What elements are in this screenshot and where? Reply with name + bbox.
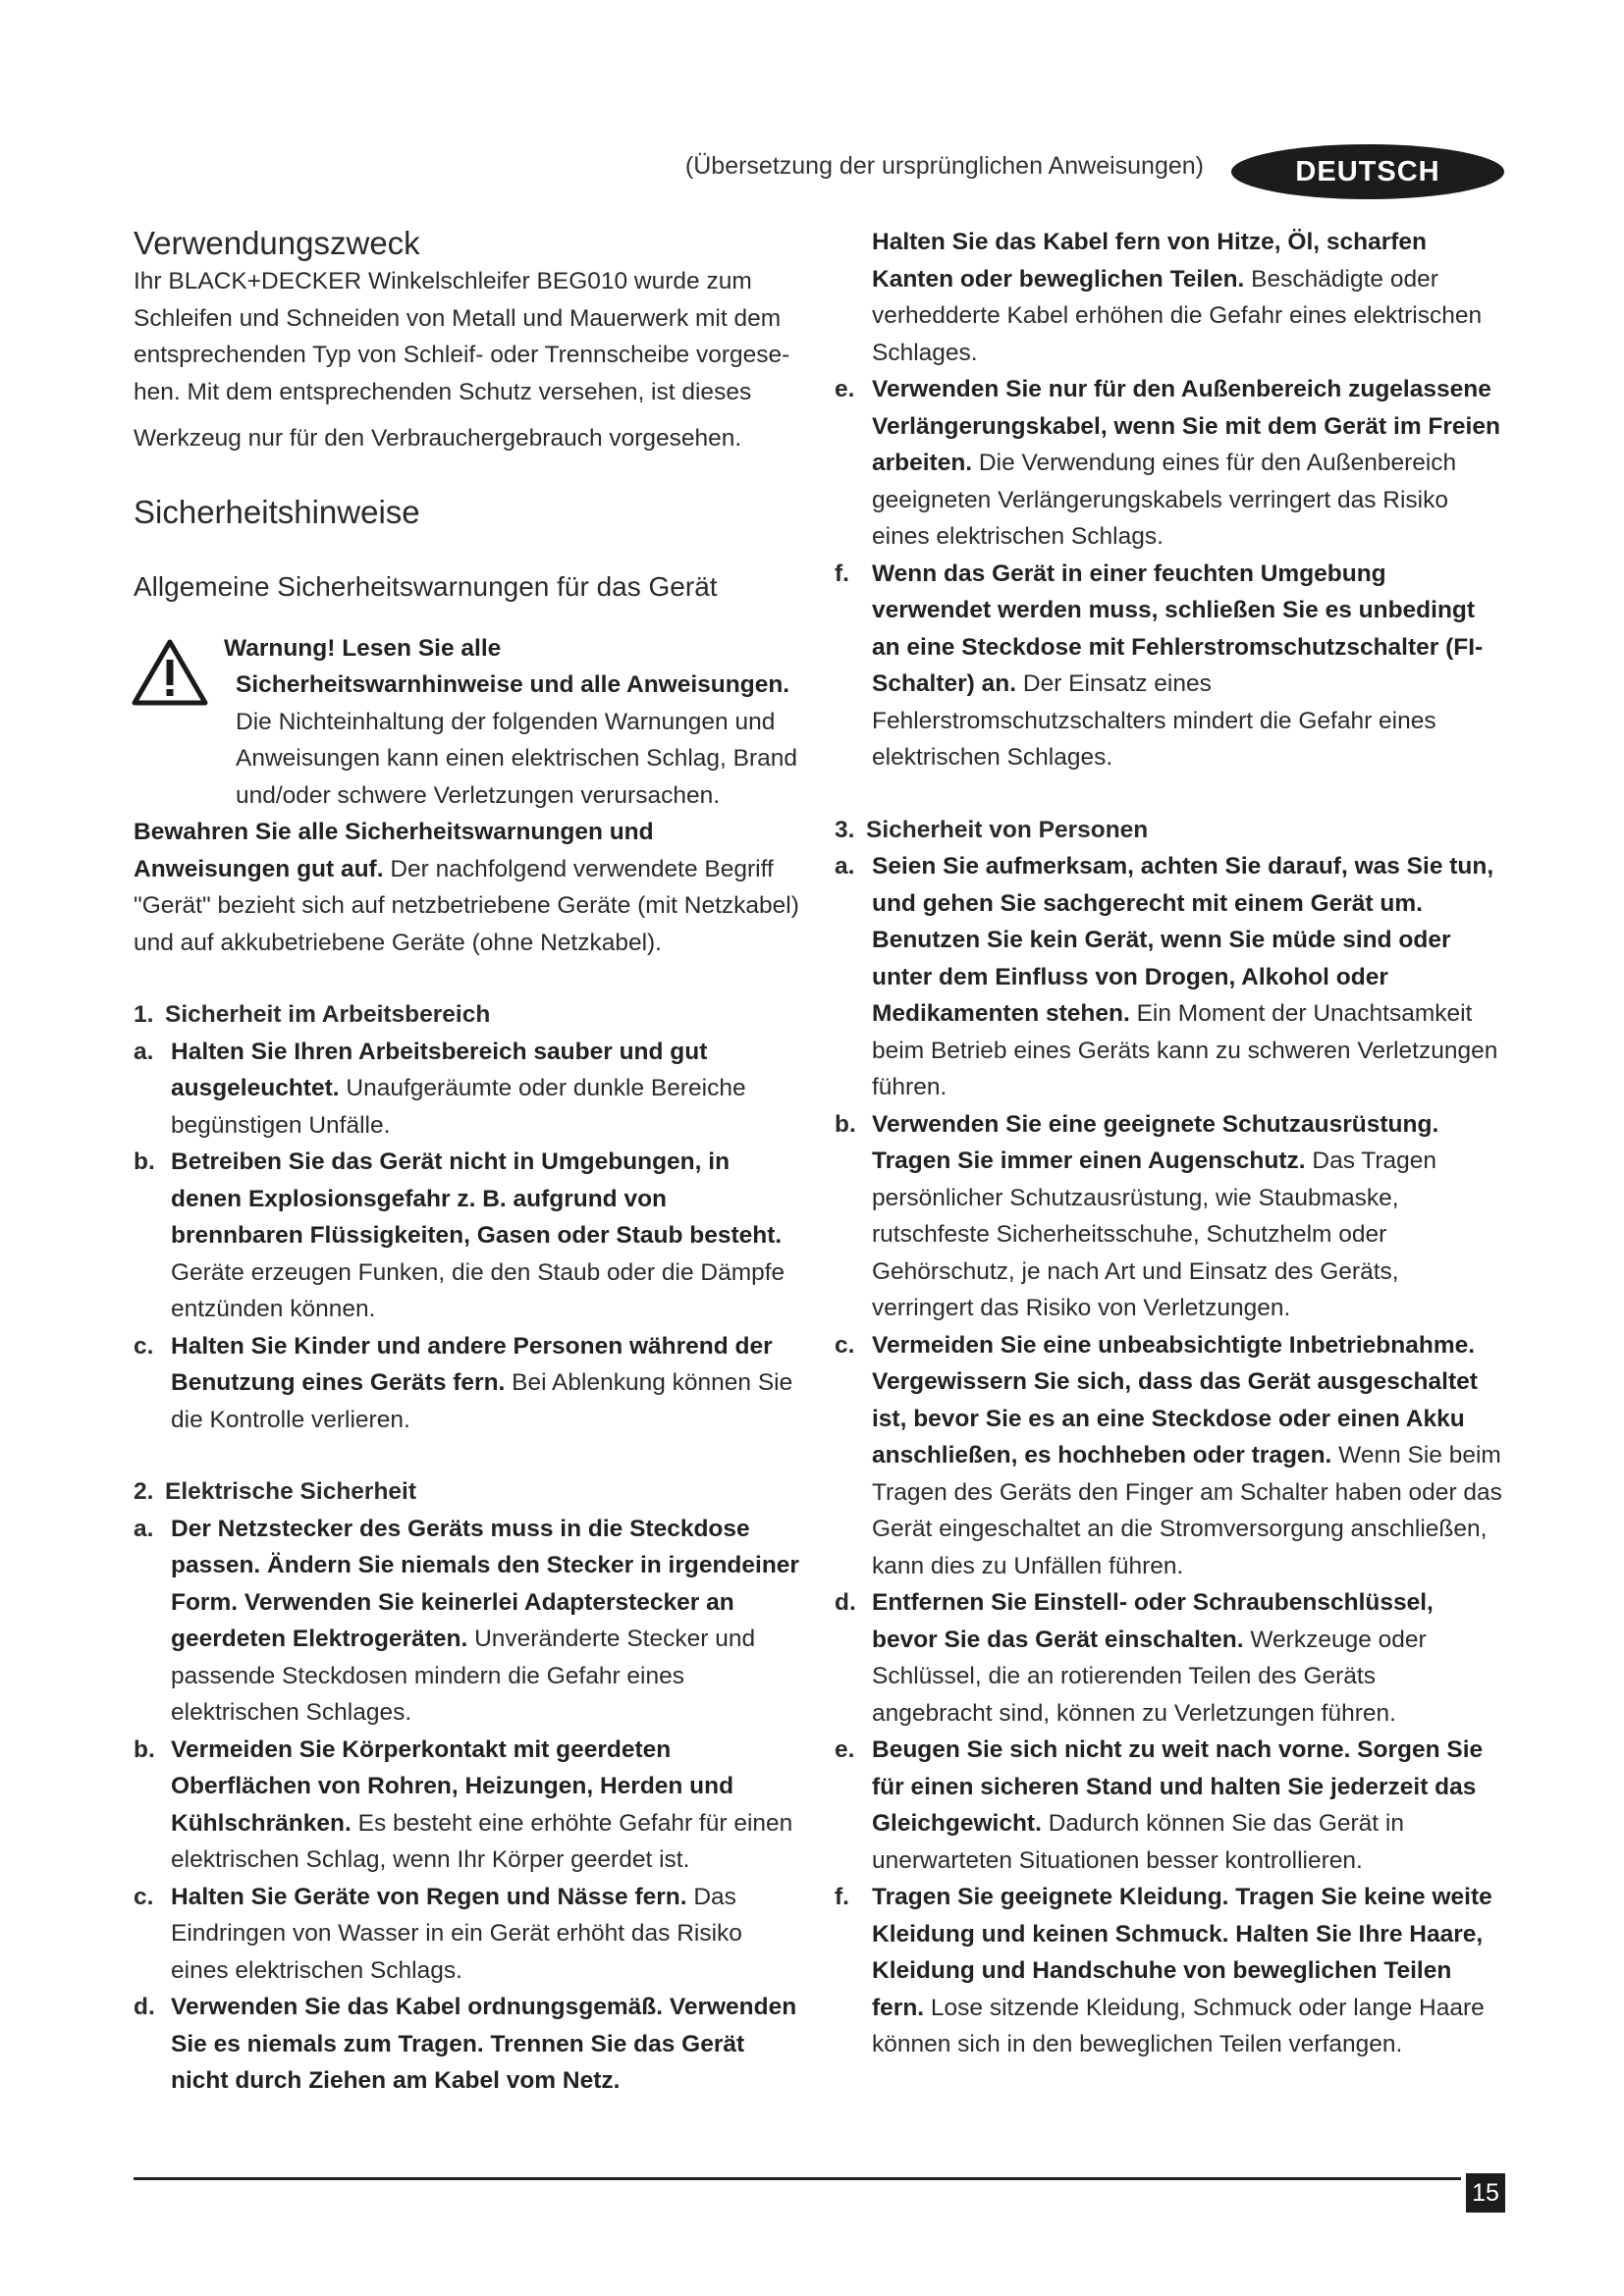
list-item-text: Unveränderte Stecker und passende Steckdosen mindern die Gefahr eines elektrischen Schlages. — [171, 1626, 756, 1726]
list-item-bold: Halten Sie Ihren Arbeitsbereich sauber und gut ausgeleuchtet. — [171, 1038, 708, 1101]
list-item-bold: Halten Sie Geräte von Regen und Nässe fern. — [171, 1883, 687, 1910]
warning-block — [134, 630, 803, 815]
list-item — [835, 1106, 1502, 1327]
purpose-heading: Verwendungszweck — [134, 225, 420, 261]
list-item-continued: Halten Sie das Kabel fern von Hitze, Öl, scharfen Kanten oder beweglichen Teilen. Beschädigte oder verhedderte Kabel erhöhen die Gefahr eines elektrischen Schlages. — [872, 229, 1483, 366]
keep-instructions-paragraph — [134, 814, 803, 961]
section-2-list-continued — [835, 371, 1502, 776]
list-item — [835, 371, 1502, 556]
list-item — [134, 1328, 803, 1439]
list-item-bold: Verwenden Sie nur für den Außenbereich zugelassene Verlängerungskabel, wenn Sie mit dem Gerät im Freien arbeiten. — [872, 376, 1500, 476]
list-item-bold: Betreiben Sie das Gerät nicht in Umgebungen, in denen Explosionsgefahr z. B. aufgrund von brennbaren Flüssigkeiten, Gasen oder Staub besteht. — [171, 1148, 783, 1249]
header-subtitle: (Übersetzung der ursprünglichen Anweisungen) — [684, 152, 1204, 180]
list-item-text: Lose sitzende Kleidung, Schmuck oder lange Haare können sich in den beweglichen Teilen verfangen. — [872, 1994, 1485, 2057]
list-item-text: Es besteht eine erhöhte Gefahr für einen elektrischen Schlag, wenn Ihr Körper geerdet ist. — [171, 1809, 793, 1873]
list-marker: e. — [835, 376, 855, 402]
list-item — [835, 1584, 1502, 1732]
list-item-text: Das Tragen persönlicher Schutzausrüstung, wie Staubmaske, rutschfeste Sicherheitsschuhe, Schutzhelm oder Gehörschutz, je nach Art und Einsatz des Geräts, verringert das Risiko von Verletzungen. — [872, 1148, 1437, 1321]
list-marker: c. — [134, 1883, 154, 1910]
footer-divider — [134, 2177, 1461, 2180]
list-item-bold: Der Netzstecker des Geräts muss in die Steckdose passen. Ändern Sie niemals den Stecker in irgendeiner Form. Verwenden Sie keinerlei Adapterstecker an geerdeten Elektrogeräten. — [171, 1515, 799, 1652]
keep-instructions-text: Der nachfolgend verwendete Begriff "Gerät" bezieht sich auf netzbetriebene Geräte (mit Netzkabel) und auf akkubetriebene Geräte (ohne Netzkabel). — [134, 855, 799, 956]
list-marker: d. — [134, 1994, 155, 2020]
list-item — [134, 1879, 803, 1990]
list-item-bold: Tragen Sie geeignete Kleidung. Tragen Sie keine weite Kleidung und keinen Schmuck. Halten Sie Ihre Haare, Kleidung und Handschuhe von beweglichen Teilen fern. — [872, 1884, 1492, 2021]
language-badge: DEUTSCH — [1231, 144, 1504, 199]
list-item-text: Dadurch können Sie das Gerät in unerwarteten Situationen besser kontrollieren. — [872, 1810, 1404, 1874]
list-item-text: Unaufgeräumte oder dunkle Bereiche begünstigen Unfälle. — [171, 1075, 746, 1139]
purpose-paragraph-2: Werkzeug nur für den Verbrauchergebrauch vorgesehen. — [134, 425, 742, 452]
list-item — [835, 1327, 1502, 1585]
list-marker: b. — [835, 1110, 856, 1138]
list-item — [134, 1034, 803, 1145]
list-item-bold: Wenn das Gerät in einer feuchten Umgebung verwendet werden muss, schließen Sie es unbedingt an eine Steckdose mit Fehlerstromschutzschalter (FI-Schalter) an. — [872, 560, 1484, 697]
list-item-text: Werkzeuge oder Schlüssel, die an rotierenden Teilen des Geräts angebracht sind, können zu Verletzungen führen. — [872, 1626, 1427, 1727]
warning-text: Die Nichteinhaltung der folgenden Warnungen und Anweisungen kann einen elektrischen Schlag, Brand und/oder schwere Verletzungen verursachen. — [236, 708, 798, 809]
list-marker: c. — [835, 1331, 855, 1359]
list-item-text: Ein Moment der Unachtsamkeit beim Betrieb eines Geräts kann zu schweren Verletzungen führen. — [872, 1000, 1498, 1100]
section-1-list — [134, 1034, 803, 1439]
section-3-list — [835, 848, 1502, 2063]
page-number: 15 — [1466, 2173, 1505, 2213]
list-item-text: Geräte erzeugen Funken, die den Staub oder die Dämpfe entzünden können. — [171, 1258, 785, 1322]
list-marker: a. — [134, 1515, 154, 1542]
section-2-heading: 2. Elektrische Sicherheit — [134, 1478, 417, 1505]
list-item-bold: Halten Sie Kinder und andere Personen während der Benutzung eines Geräts fern. — [171, 1332, 773, 1396]
list-item-bold: Seien Sie aufmerksam, achten Sie darauf, was Sie tun, und gehen Sie sachgerecht mit einem Gerät um. Benutzen Sie kein Gerät, wenn Sie müde sind oder unter dem Einfluss von Drogen, Alkohol oder Medikamenten stehen. — [872, 853, 1494, 1027]
safety-heading: Sicherheitshinweise — [134, 493, 420, 530]
list-item-text: Das Eindringen von Wasser in ein Gerät erhöht das Risiko eines elektrischen Schlags. — [171, 1883, 742, 1984]
list-item-bold: Beugen Sie sich nicht zu weit nach vorne. Sorgen Sie für einen sicheren Stand und halten Sie jederzeit das Gleichgewicht. — [872, 1736, 1484, 1837]
warning-bold-line-1: Warnung! Lesen Sie alle — [224, 634, 502, 662]
list-item-text: Die Verwendung eines für den Außenbereich geeigneten Verlängerungskabels verringert das Risiko eines elektrischen Schlags. — [872, 450, 1457, 550]
list-marker: b. — [134, 1735, 155, 1763]
right-column — [835, 224, 1502, 2063]
list-item-text: Der Einsatz eines Fehlerstromschutzschalters mindert die Gefahr eines elektrischen Schlages. — [872, 670, 1436, 771]
list-item-text: Wenn Sie beim Tragen des Geräts den Finger am Schalter haben oder das Gerät eingeschaltet an die Stromversorgung anschließen, kann dies zu Unfällen führen. — [872, 1442, 1502, 1579]
list-item — [134, 1989, 803, 2100]
warning-bold-line-2: Sicherheitswarnhinweise und alle Anweisungen. — [236, 671, 790, 698]
list-item — [134, 1732, 803, 1879]
list-item — [835, 556, 1502, 776]
list-item-bold: Vermeiden Sie eine unbeabsichtigte Inbetriebnahme. Vergewissern Sie sich, dass das Gerät ausgeschaltet ist, bevor Sie es an eine Steckdose oder einen Akku anschließen, es hochheben oder tragen. — [872, 1331, 1478, 1468]
list-marker: b. — [134, 1148, 155, 1175]
general-safety-heading: Allgemeine Sicherheitswarnungen für das Gerät — [134, 570, 718, 602]
section-3-heading: 3. Sicherheit von Personen — [835, 816, 1149, 843]
list-marker: d. — [835, 1589, 856, 1616]
list-item-bold: Verwenden Sie das Kabel ordnungsgemäß. Verwenden Sie es niemals zum Tragen. Trennen Sie das Gerät nicht durch Ziehen am Kabel vom Netz. — [171, 1994, 797, 2094]
list-item-bold: Entfernen Sie Einstell- oder Schraubenschlüssel, bevor Sie das Gerät einschalten. — [872, 1589, 1434, 1653]
list-marker: a. — [134, 1038, 154, 1065]
list-item — [134, 1511, 803, 1732]
list-marker: f. — [835, 560, 849, 587]
list-item — [835, 848, 1502, 1106]
list-item — [835, 1879, 1502, 2063]
list-marker: a. — [835, 853, 855, 880]
list-marker: e. — [835, 1736, 855, 1763]
list-item — [134, 1144, 803, 1328]
list-item-bold: Vermeiden Sie Körperkontakt mit geerdeten Oberflächen von Rohren, Heizungen, Herden und Kühlschränken. — [171, 1735, 734, 1837]
section-1-heading: 1. Sicherheit im Arbeitsbereich — [134, 1001, 491, 1028]
list-marker: c. — [134, 1332, 154, 1360]
list-item-bold: Verwenden Sie eine geeignete Schutzausrüstung. Tragen Sie immer einen Augenschutz. — [872, 1110, 1439, 1174]
list-item-text: Bei Ablenkung können Sie die Kontrolle verlieren. — [171, 1369, 793, 1433]
purpose-paragraph: Ihr BLACK+DECKER Winkelschleifer BEG010 wurde zum Schleifen und Schneiden von Metall und Mauerwerk mit dem entsprechenden Typ von Schleif- oder Trennscheibe vorgese-hen. Mit dem entsprechenden Schutz versehen, ist dieses — [134, 268, 790, 405]
section-2-list — [134, 1511, 803, 2100]
list-item — [835, 1732, 1502, 1879]
list-marker: f. — [835, 1884, 849, 1910]
keep-instructions-bold: Bewahren Sie alle Sicherheitswarnungen und Anweisungen gut auf. — [134, 819, 654, 882]
left-column — [134, 224, 803, 2100]
warning-triangle-icon — [132, 638, 208, 707]
